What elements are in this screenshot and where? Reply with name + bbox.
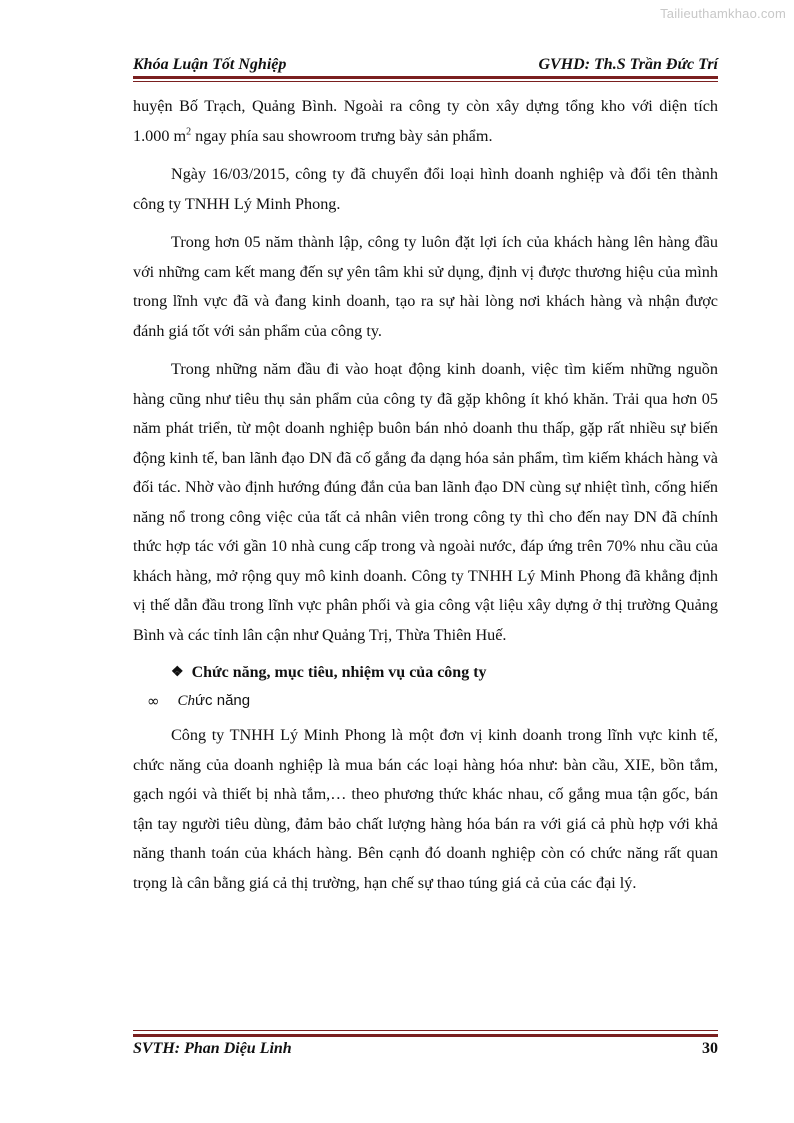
- superscript: 2: [186, 126, 192, 138]
- subheading: [133, 687, 718, 715]
- paragraph-1: huyện Bố Trạch, Quảng Bình. Ngoài ra công ty còn xây dựng tổng kho với diện tích 1.000 $m^2$ ngay phía sau showroom trưng bày sản phẩm.: [133, 97, 718, 145]
- header-rule: [133, 76, 718, 79]
- diamond-bullet-icon: ❖: [171, 665, 184, 680]
- header-thesis-title: Khóa Luận Tốt Nghiệp: [133, 56, 287, 73]
- section-heading-text: Chức năng, mục tiêu, nhiệm vụ của công ty: [191, 664, 487, 681]
- section-heading: [133, 659, 718, 687]
- paragraph-5: Công ty TNHH Lý Minh Phong là một đơn vị kinh doanh trong lĩnh vực kinh tế, chức năng của doanh nghiệp là mua bán các loại hàng hóa như: bàn cầu, XIE, bồn tắm, gạch ngói và thiết bị nhà tắm,… theo phương thức khác nhau, cố gắng mua tận gốc, bán tận tay người tiêu dùng, đảm bảo chất lượng hàng hóa bán ra với giá cả phù hợp với khả năng thanh toán của khách hàng. Bên cạnh đó doanh nghiệp còn có chức năng rất quan trọng là cân bằng giá cả thị trường, hạn chế sự thao túng giá cả của các đại lý.: [133, 726, 718, 892]
- paragraph-3: Trong hơn 05 năm thành lập, công ty luôn đặt lợi ích của khách hàng lên hàng đầu với những cam kết mang đến sự yên tâm khi sử dụng, định vị được thương hiệu của mình trong lĩnh vực đã và đang kinh doanh, tạo ra sự hài lòng nơi khách hàng và nhận được đánh giá tốt với sản phẩm của công ty.: [133, 233, 718, 340]
- page-number: 30: [702, 1040, 718, 1057]
- page-body: [133, 92, 718, 907]
- footer-rule-thin: [133, 1030, 718, 1031]
- watermark: Tailieuthamkhao.com: [660, 6, 786, 21]
- paragraph-4: Trong những năm đầu đi vào hoạt động kinh doanh, việc tìm kiếm những nguồn hàng cũng như tiêu thụ sản phẩm của công ty đã gặp không ít khó khăn. Trải qua hơn 05 năm phát triển, từ một doanh nghiệp buôn bán nhỏ doanh thu thấp, gặp rất nhiều sự biến động kinh tế, ban lãnh đạo DN đã cố gắng đa dạng hóa sản phẩm, tìm kiếm khách hàng và đối tác. Nhờ vào định hướng đúng đắn của ban lãnh đạo DN cùng sự nhiệt tình, cống hiến năng nổ trong công việc của tất cả nhân viên trong công ty thì cho đến nay DN đã chính thức hợp tác với gần 10 nhà cung cấp trong và ngoài nước, đáp ứng trên 70% nhu cầu của khách hàng, mở rộng quy mô kinh doanh. Công ty TNHH Lý Minh Phong đã khẳng định vị thế dẫn đầu trong lĩnh vực phân phối và gia công vật liệu xây dựng ở thị trường Quảng Bình và các tỉnh lân cận như Quảng Trị, Thừa Thiên Huế.: [133, 360, 718, 644]
- footer-rule: [133, 1034, 718, 1037]
- header-rule-thin: [133, 81, 718, 82]
- page-header: [133, 50, 718, 74]
- infinity-bullet-icon: ∞: [147, 692, 160, 710]
- paragraph-2: Ngày 16/03/2015, công ty đã chuyển đổi loại hình doanh nghiệp và đổi tên thành công ty TNHH Lý Minh Phong.: [133, 165, 718, 213]
- subheading-text: Chức năng: [177, 692, 251, 709]
- header-advisor: GVHD: Th.S Trần Đức Trí: [538, 56, 718, 73]
- page-footer: [133, 1040, 718, 1058]
- footer-author: SVTH: Phan Diệu Linh: [133, 1040, 292, 1057]
